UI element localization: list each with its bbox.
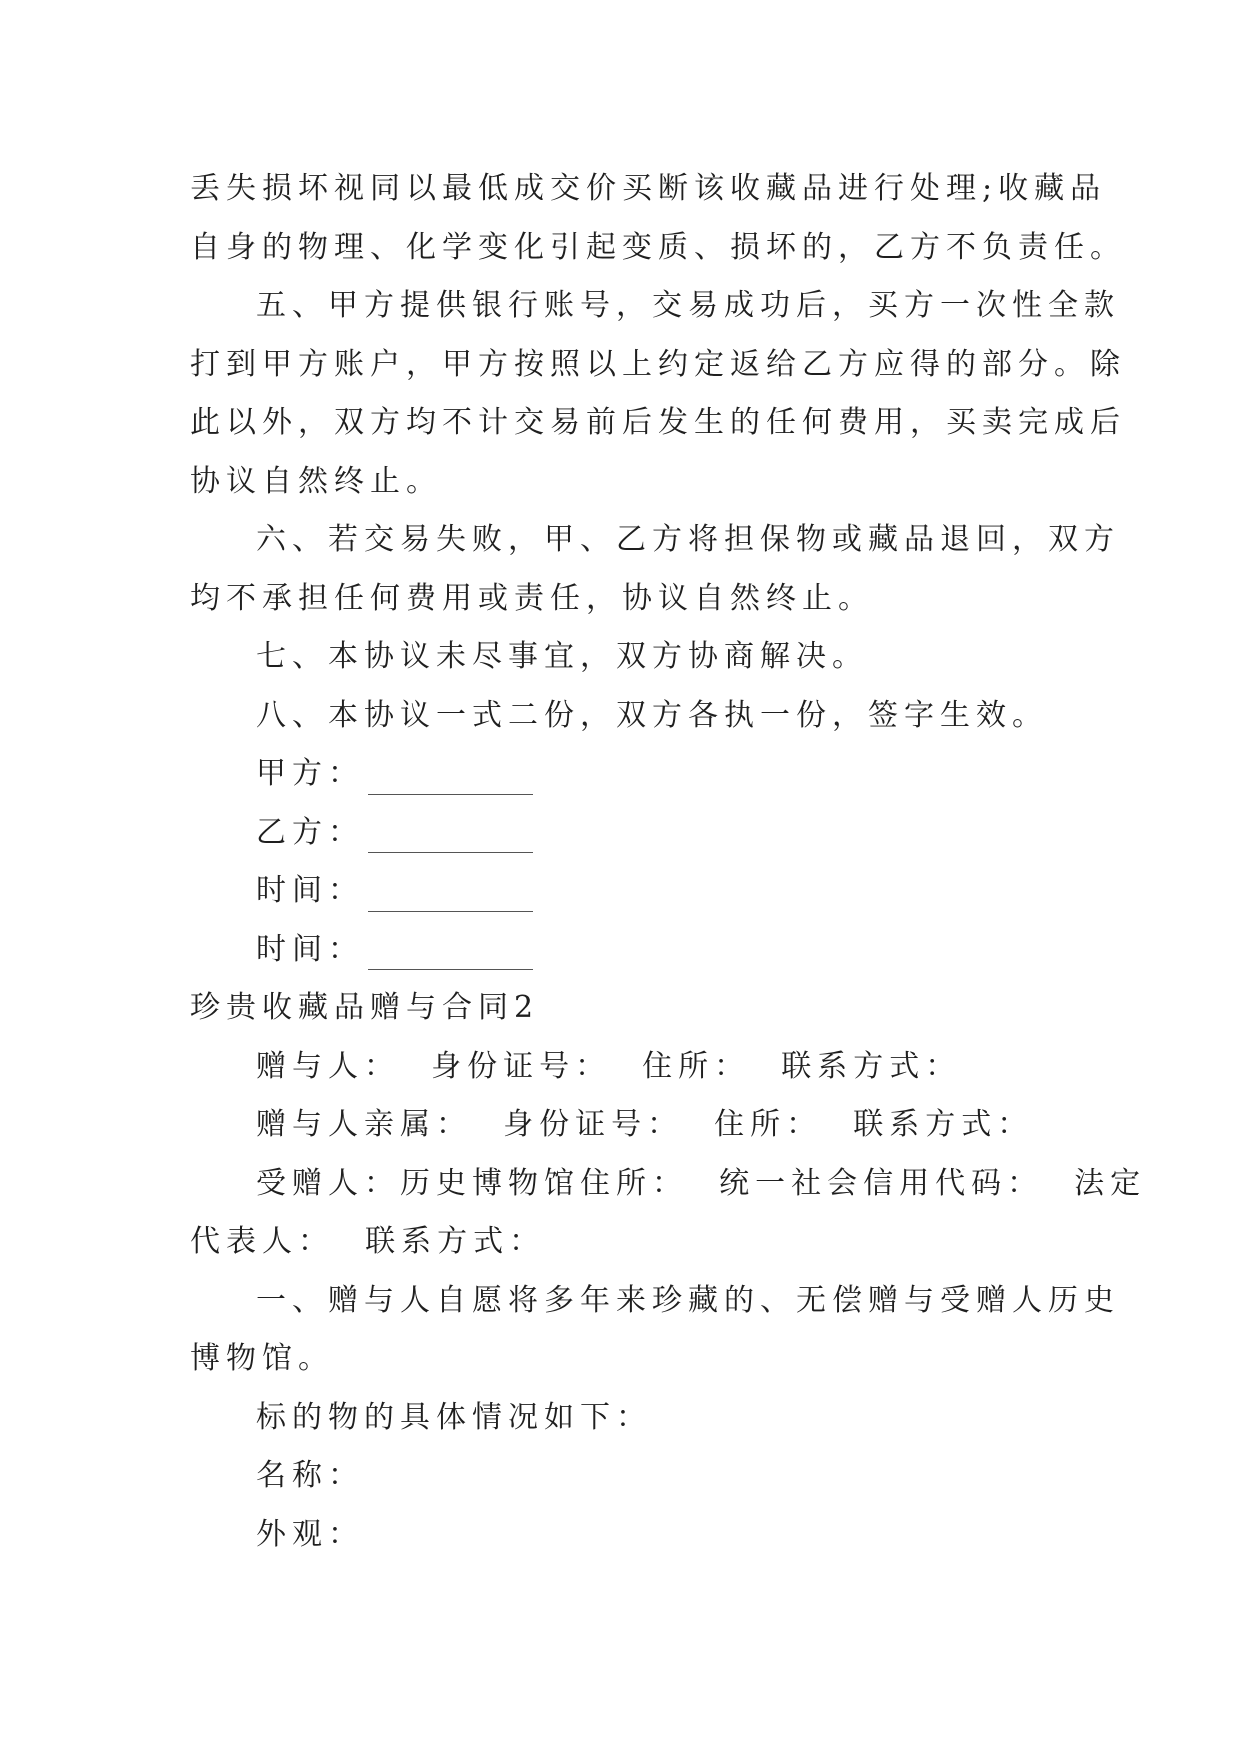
clause-five-line: 此以外，双方均不计交易前后发生的任何费用，买卖完成后 (190, 405, 1126, 440)
clause-five-line: 五、甲方提供银行账号，交易成功后，买方一次性全款 (256, 288, 1120, 323)
clause-five-line: 协议自然终止。 (190, 463, 442, 499)
donor-relative-info: 赠与人亲属： 身份证号： 住所： 联系方式： (256, 1107, 1034, 1142)
recipient-info-line: 代表人： 联系方式： (190, 1224, 546, 1259)
clause-eight: 八、本协议一式二份，双方各执一份，签字生效。 (256, 697, 1048, 733)
appearance-label: 外观： (256, 1516, 364, 1552)
signature-blank (368, 814, 533, 853)
signature-party-a (190, 745, 1070, 804)
clause-six-line: 六、若交易失败，甲、乙方将担保物或藏品退回，双方 (256, 522, 1120, 557)
recipient-info-line: 受赠人：历史博物馆住所： 统一社会信用代码： 法定 (256, 1165, 1147, 1201)
clause-one-line: 博物馆。 (190, 1341, 334, 1376)
signature-label: 乙方： (256, 814, 364, 850)
signature-blank (368, 756, 533, 795)
signature-time-2 (190, 921, 1070, 980)
clause-seven: 七、本协议未尽事宜，双方协商解决。 (256, 639, 868, 674)
subject-intro: 标的物的具体情况如下： (256, 1399, 652, 1435)
clause-six-line: 均不承担任何费用或责任，协议自然终止。 (190, 580, 874, 616)
signature-label: 时间： (256, 931, 364, 967)
signature-blank (368, 931, 533, 970)
name-label: 名称： (256, 1458, 364, 1493)
clause-one-line: 一、赠与人自愿将多年来珍藏的、无偿赠与受赠人历史 (256, 1282, 1120, 1318)
paragraph-line: 自身的物理、化学变化引起变质、损坏的，乙方不负责任。 (190, 229, 1126, 265)
paragraph-line: 丢失损坏视同以最低成交价买断该收藏品进行处理;收藏品 (190, 171, 1107, 206)
signature-label: 时间： (256, 873, 364, 908)
signature-blank (368, 873, 533, 912)
signature-time-1 (190, 862, 1070, 921)
signature-label: 甲方： (256, 756, 364, 791)
clause-five-line: 打到甲方账户，甲方按照以上约定返给乙方应得的部分。除 (190, 346, 1126, 382)
contract-2-title: 珍贵收藏品赠与合同2 (190, 990, 540, 1025)
document-page (190, 160, 1147, 1564)
donor-info: 赠与人： 身份证号： 住所： 联系方式： (256, 1048, 962, 1084)
signature-party-b (190, 804, 1070, 863)
